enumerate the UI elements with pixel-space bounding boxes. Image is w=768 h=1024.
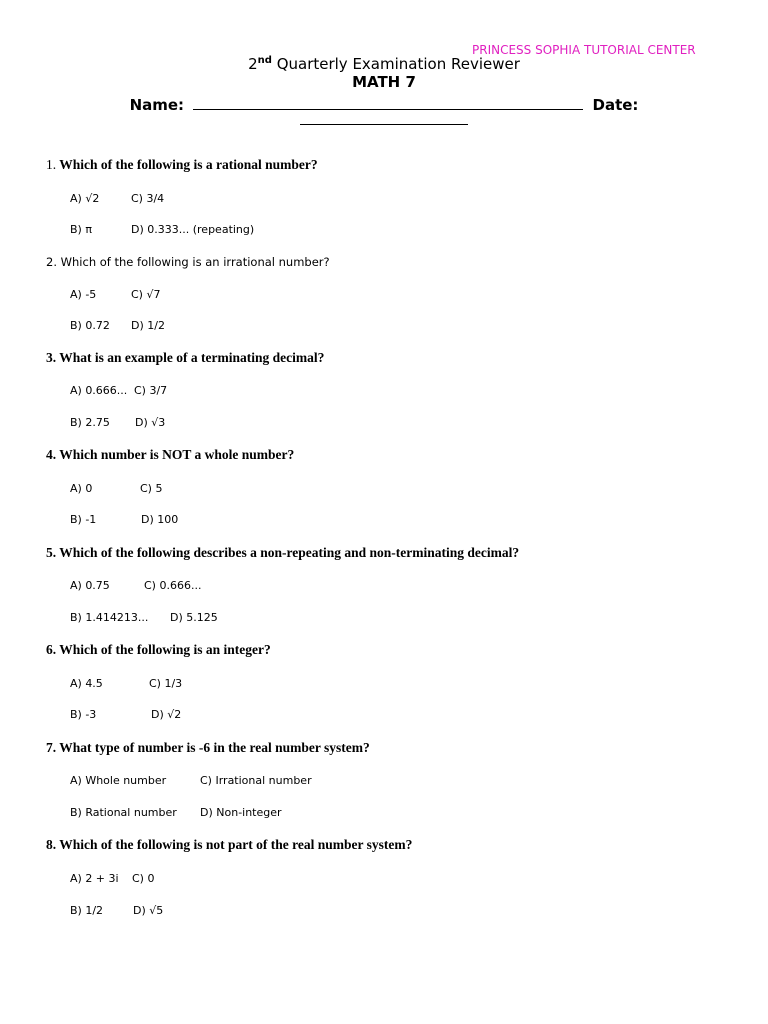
option-d: D) 5.125 (170, 611, 218, 624)
question-number: 7. (46, 740, 57, 755)
question-number: 3. (46, 350, 57, 365)
option-b: B) 1.414213... (70, 611, 149, 624)
question-number: 4. (46, 447, 57, 462)
question-4 (46, 447, 294, 463)
name-date-line (0, 96, 768, 114)
name-label: Name: (129, 96, 185, 114)
option-c: C) 3/7 (134, 384, 168, 397)
option-d: D) 1/2 (131, 319, 165, 332)
option-c: C) 3/4 (131, 192, 165, 205)
title-rest: Quarterly Examination Reviewer (271, 55, 520, 73)
question-8 (46, 837, 412, 853)
option-b: B) Rational number (70, 806, 177, 819)
option-d: D) √2 (151, 708, 182, 721)
question-text: Which of the following is a rational number? (56, 157, 318, 172)
option-a: A) 0.75 (70, 579, 110, 592)
option-b: B) π (70, 223, 92, 236)
option-c: C) 1/3 (149, 677, 183, 690)
title-ordinal: 2 (248, 55, 258, 73)
option-d: D) 0.333... (repeating) (131, 223, 255, 236)
option-b: B) 1/2 (70, 904, 104, 917)
option-d: D) √3 (135, 416, 166, 429)
question-5 (46, 545, 519, 561)
option-c: C) 5 (140, 482, 163, 495)
title-ordinal-suffix: nd (257, 55, 272, 66)
question-3 (46, 350, 324, 366)
option-c: C) 0.666... (144, 579, 202, 592)
name-blank[interactable] (193, 96, 583, 110)
subject-title: MATH 7 (352, 73, 416, 91)
option-d: D) Non-integer (200, 806, 282, 819)
question-text: Which number is NOT a whole number? (56, 447, 295, 462)
option-a: A) -5 (70, 288, 97, 301)
question-7 (46, 740, 370, 756)
option-a: A) 0 (70, 482, 93, 495)
option-b: B) -3 (70, 708, 97, 721)
option-b: B) -1 (70, 513, 97, 526)
question-text: What type of number is -6 in the real number system? (56, 740, 370, 755)
question-number: 5. (46, 545, 57, 560)
question-number: 6. (46, 642, 57, 657)
question-number: 1. (46, 157, 57, 172)
question-text: Which of the following is an integer? (56, 642, 271, 657)
option-a: A) 4.5 (70, 677, 103, 690)
exam-title (0, 55, 768, 73)
question-text: Which of the following describes a non-repeating and non-terminating decimal? (56, 545, 520, 560)
date-blank[interactable] (300, 124, 468, 125)
question-2 (46, 255, 330, 269)
question-number: 8. (46, 837, 57, 852)
option-c: C) √7 (131, 288, 161, 301)
question-text: What is an example of a terminating decimal? (56, 350, 325, 365)
date-blank-row (0, 114, 768, 130)
date-label: Date: (592, 96, 639, 114)
option-d: D) √5 (133, 904, 164, 917)
option-a: A) √2 (70, 192, 100, 205)
option-b: B) 0.72 (70, 319, 110, 332)
option-c: C) 0 (132, 872, 155, 885)
question-number: 2. (46, 255, 57, 269)
question-1 (46, 157, 318, 173)
tutorial-center-name: PRINCESS SOPHIA TUTORIAL CENTER (472, 43, 696, 57)
option-b: B) 2.75 (70, 416, 110, 429)
option-a: A) 0.666... (70, 384, 128, 397)
question-text: Which of the following is not part of the real number system? (56, 837, 413, 852)
option-c: C) Irrational number (200, 774, 312, 787)
title-block (0, 55, 768, 130)
option-a: A) 2 + 3i (70, 872, 119, 885)
option-d: D) 100 (141, 513, 179, 526)
question-text: Which of the following is an irrational number? (56, 255, 330, 269)
question-6 (46, 642, 271, 658)
option-a: A) Whole number (70, 774, 167, 787)
